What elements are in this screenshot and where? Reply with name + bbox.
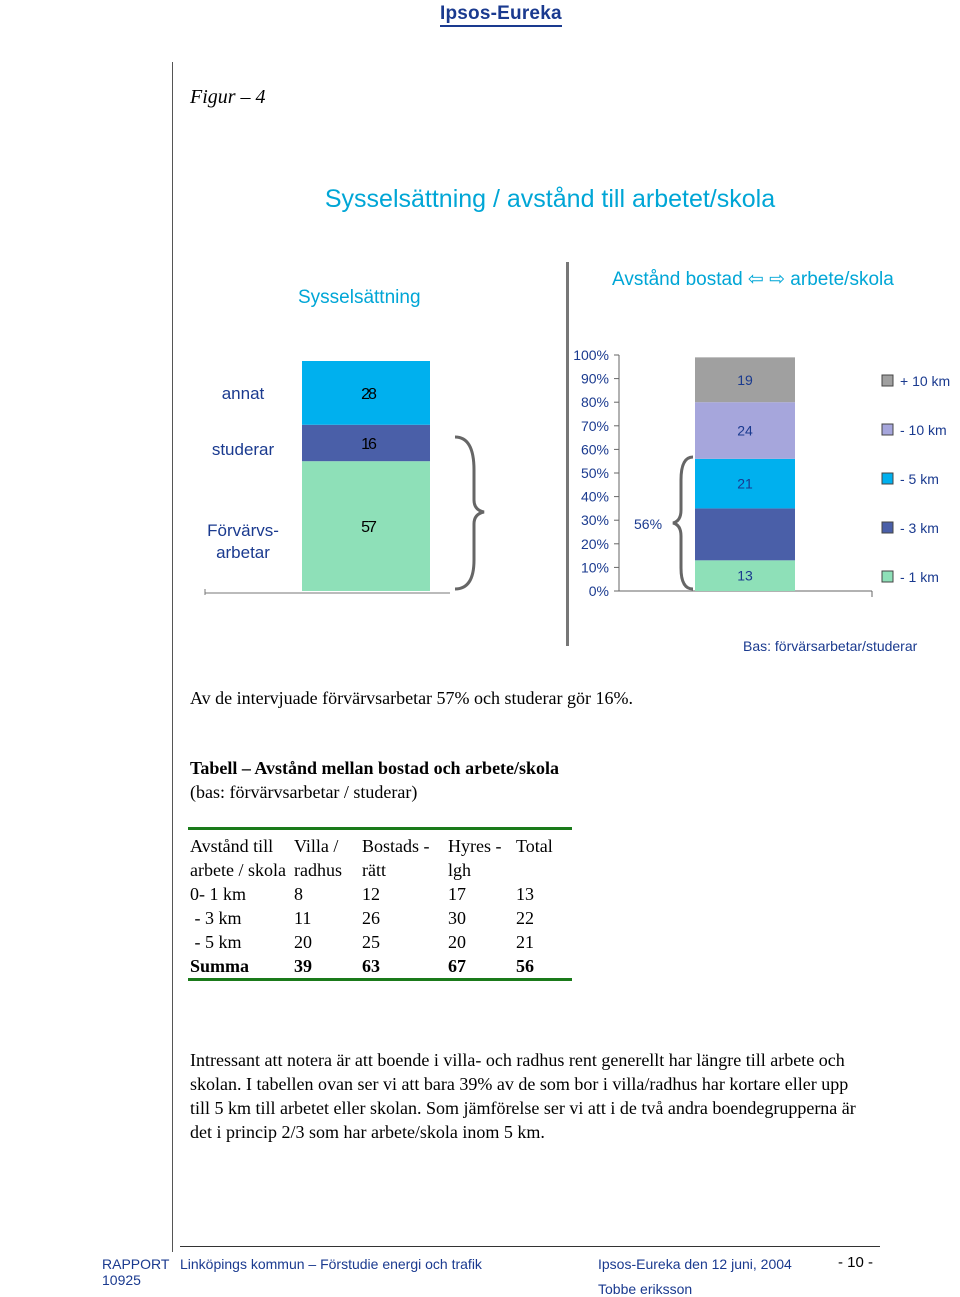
bas-note: Bas: förvärsarbetar/studerar — [743, 638, 918, 654]
table-header-cell: Total — [516, 836, 553, 856]
segment-value-label: 28 — [361, 385, 375, 403]
legend-swatch — [882, 473, 893, 484]
table-cell: 17 — [448, 884, 466, 904]
ipsos-eureka-logo: Ipsos-Eureka — [440, 3, 562, 27]
legend-label: - 10 km — [900, 422, 947, 438]
table-cell: - 5 km — [190, 932, 242, 952]
table-cell: 67 — [448, 956, 466, 976]
page-number: - 10 - — [838, 1254, 874, 1271]
table-row — [188, 882, 572, 906]
y-tick-label: 40% — [580, 488, 609, 505]
conclusion-paragraph: Intressant att notera är att boende i villa- och radhus rent generellt har längre till arbete och skolan. I tabellen ovan ser vi att bara 39% av de som bor i villa/radhus har kortare eller upp till 5 km till arbetet eller skolan. Som jämförelse ser vi att i de två andra boendegrupperna är det i princip 2/3 som har arbete/skola inom 5 km. — [190, 1050, 856, 1142]
brace-shape — [455, 437, 484, 589]
legend-label: - 1 km — [900, 569, 939, 585]
left-chart — [205, 361, 484, 595]
segment-value-label: 19 — [737, 371, 753, 388]
segment-value-label: 24 — [737, 422, 753, 439]
segment-value-label: 57 — [361, 519, 375, 537]
legend-label: + 10 km — [900, 373, 951, 389]
footer-client: Linköpings kommun – Förstudie energi och trafik — [180, 1256, 482, 1272]
intro-paragraph: Av de intervjuade förvärvsarbetar 57% och studerar gör 16%. — [190, 688, 633, 708]
category-label-line: studerar — [211, 440, 275, 459]
chart-divider — [566, 262, 569, 646]
table-cell: 8 — [294, 884, 303, 904]
category-label — [222, 384, 265, 403]
y-tick-label: 10% — [580, 559, 609, 576]
table-cell: 21 — [516, 932, 534, 952]
y-tick-label: 50% — [580, 465, 609, 481]
table-row — [188, 906, 572, 930]
footer-author: Tobbe eriksson — [598, 1281, 693, 1297]
legend-swatch — [882, 424, 893, 435]
table-cell: Summa — [190, 956, 250, 976]
table-cell: - 3 km — [190, 908, 242, 928]
category-label — [207, 521, 279, 562]
table-cell: 20 — [448, 932, 466, 952]
segment-value-label: 13 — [737, 567, 753, 584]
y-tick-label: 20% — [580, 535, 609, 552]
segment-value-label: 16 — [361, 435, 375, 453]
segment-value-label: 21 — [737, 475, 753, 492]
table-cell: 30 — [448, 908, 466, 928]
table-header-cell: Bostads -rätt — [362, 836, 430, 880]
y-tick-label: 90% — [580, 370, 609, 387]
category-label-line: annat — [221, 384, 265, 403]
y-tick-label: 30% — [580, 512, 609, 529]
right-chart — [573, 347, 950, 599]
table-cell: 39 — [294, 956, 312, 976]
figure-label: Figur – 4 — [190, 86, 266, 108]
table-cell: 11 — [294, 908, 312, 928]
distance-table — [188, 827, 572, 981]
right-chart-heading: Avstånd bostad ⇦ ⇨ arbete/skola — [612, 269, 894, 290]
y-tick-label: 80% — [580, 394, 609, 411]
table-header-cell: Avstånd till arbete / skola — [190, 836, 286, 880]
legend-swatch — [882, 375, 893, 386]
table-cell: 12 — [362, 884, 380, 904]
legend-label: - 3 km — [900, 520, 939, 536]
table-cell: 20 — [294, 932, 312, 952]
table-cell: 22 — [516, 908, 534, 928]
table-cell: 13 — [516, 884, 534, 904]
footer-rule — [180, 1246, 880, 1247]
table-row — [188, 930, 572, 954]
table-header-cell: Hyres -lgh — [448, 836, 502, 880]
table-header-cell: Villa / radhus — [294, 836, 342, 880]
y-tick-label: 0% — [588, 583, 609, 599]
footer-agency: Ipsos-Eureka den 12 juni, 2004 — [598, 1256, 792, 1272]
figure-title: Sysselsättning / avstånd till arbetet/skola — [324, 185, 776, 213]
bar-segment — [695, 508, 795, 560]
bracket-shape — [673, 457, 693, 589]
table-summary-row — [188, 954, 572, 980]
y-tick-label: 70% — [580, 417, 609, 434]
legend-label: - 5 km — [900, 471, 939, 487]
table-subtitle: (bas: förvärvsarbetar / studerar) — [190, 782, 418, 802]
y-tick-label: 60% — [580, 441, 609, 458]
legend-swatch — [882, 571, 893, 582]
bracket-label: 56% — [634, 516, 663, 532]
table-cell: 26 — [362, 908, 380, 928]
footer-report: RAPPORT 10925 — [102, 1256, 170, 1288]
table-cell: 63 — [362, 956, 380, 976]
table-header-row — [188, 829, 572, 883]
category-label-line: arbetar — [216, 543, 270, 562]
table-cell: 25 — [362, 932, 380, 952]
table-title: Tabell – Avstånd mellan bostad och arbete/skola — [190, 758, 560, 778]
table-cell: 56 — [516, 956, 534, 976]
category-label — [212, 440, 275, 459]
table-cell: 0- 1 km — [190, 884, 246, 904]
left-chart-heading: Sysselsättning — [298, 287, 421, 308]
category-label-line: Förvärvs- — [207, 521, 279, 540]
y-tick-label: 100% — [573, 347, 609, 363]
legend-swatch — [882, 522, 893, 533]
